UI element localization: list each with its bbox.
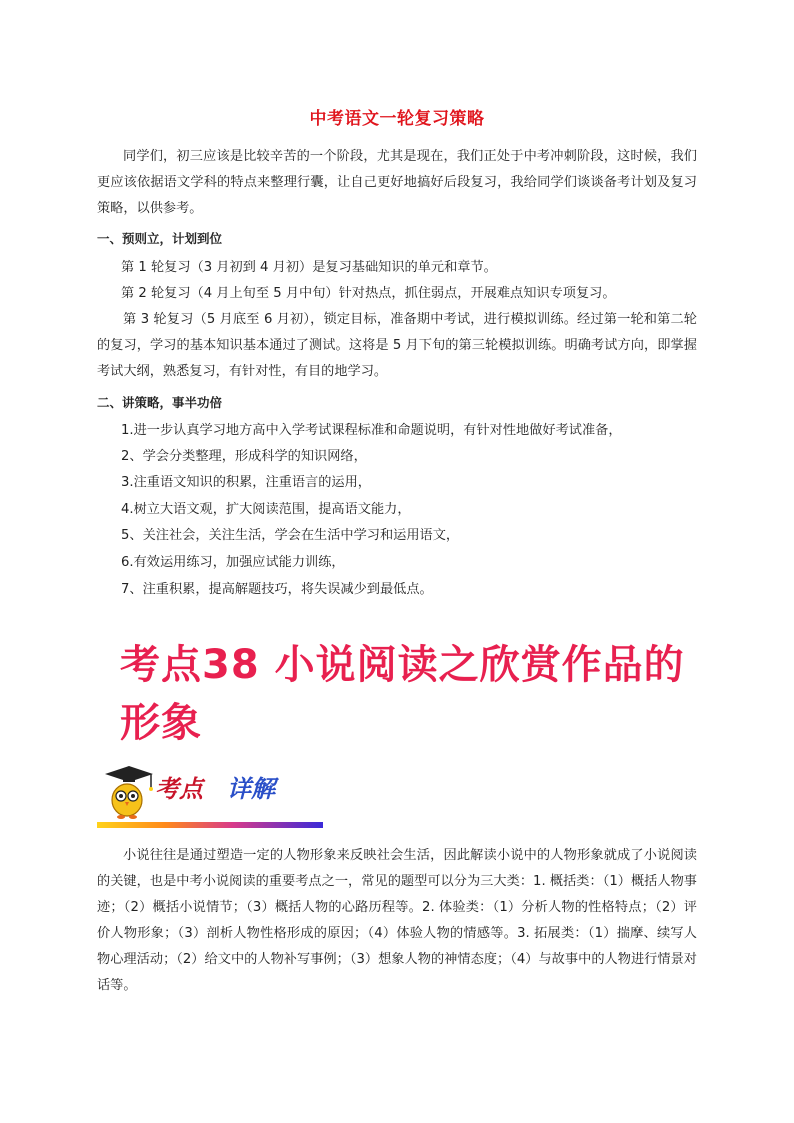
- strategy-item-1: 1.进一步认真学习地方高中入学考试课程标准和命题说明，有针对性地做好考试准备，: [121, 423, 622, 438]
- document-title: 中考语文一轮复习策略: [309, 109, 485, 129]
- strategy-item-6: 6.有效运用练习，加强应试能力训练，: [121, 555, 345, 570]
- kaodian-xiangjie-banner: [97, 762, 323, 830]
- banner-left-text: 考点: [155, 774, 203, 803]
- strategy-item-4: 4.树立大语文观，扩大阅读范围，提高语文能力，: [121, 502, 411, 517]
- strategy-item-3: 3.注重语文知识的积累，注重语言的运用，: [121, 475, 371, 490]
- intro-paragraph: 同学们，初三应该是比较辛苦的一个阶段，尤其是现在，我们正处于中考冲刺阶段，这时候，我们更应该依据语文学科的特点来整理行囊，让自己更好地搞好后段复习，我给同学们谈谈备考计划及复习策略，以供参考。: [97, 149, 697, 216]
- strategy-item-2: 2、学会分类整理，形成科学的知识网络，: [121, 449, 367, 464]
- section2-heading: 二、讲策略，事半功倍: [97, 395, 223, 410]
- round3-paragraph: 第 3 轮复习（5 月底至 6 月初），锁定目标，准备期中考试，进行模拟训练。经过第一轮和第二轮的复习，学习的基本知识基本通过了测试。这将是 5 月下旬的第三轮模拟训练。明确考试方向，即掌握考试大纲，熟悉复习，有针对性，有目的地学习。: [97, 312, 697, 379]
- topic-heading: 考点38 小说阅读之欣赏作品的形象: [120, 642, 685, 746]
- banner-gradient-bar: [97, 822, 323, 828]
- banner-right-text: 详解: [227, 774, 275, 803]
- section1-heading: 一、预则立，计划到位: [97, 231, 223, 246]
- strategy-item-5: 5、关注社会，关注生活，学会在生活中学习和运用语文，: [121, 528, 460, 543]
- strategy-item-7: 7、注重积累，提高解题技巧，将失误减少到最低点。: [121, 582, 433, 597]
- detail-paragraph: 小说往往是通过塑造一定的人物形象来反映社会生活，因此解读小说中的人物形象就成了小说阅读的关键，也是中考小说阅读的重要考点之一，常见的题型可以分为三大类：1. 概括类：（1）概括人物事迹；（2）概括小说情节；（3）概括人物的心路历程等。2. 体验类：（1）分析人物的性格特点；（2）评价人物形象；（3）剖析人物性格形成的原因；（4）体验人物的情感等。3. 拓展类：（1）揣摩、续写人物心理活动；（2）给文中的人物补写事例；（3）想象人物的神情态度；（4）与故事中的人物进行情景对话等。: [97, 848, 697, 993]
- owl-with-graduation-cap-icon: [97, 762, 157, 824]
- round2-text: 第 2 轮复习（4 月上旬至 5 月中旬）针对热点，抓住弱点，开展难点知识专项复习。: [121, 286, 616, 301]
- round1-text: 第 1 轮复习（3 月初到 4 月初）是复习基础知识的单元和章节。: [121, 260, 497, 275]
